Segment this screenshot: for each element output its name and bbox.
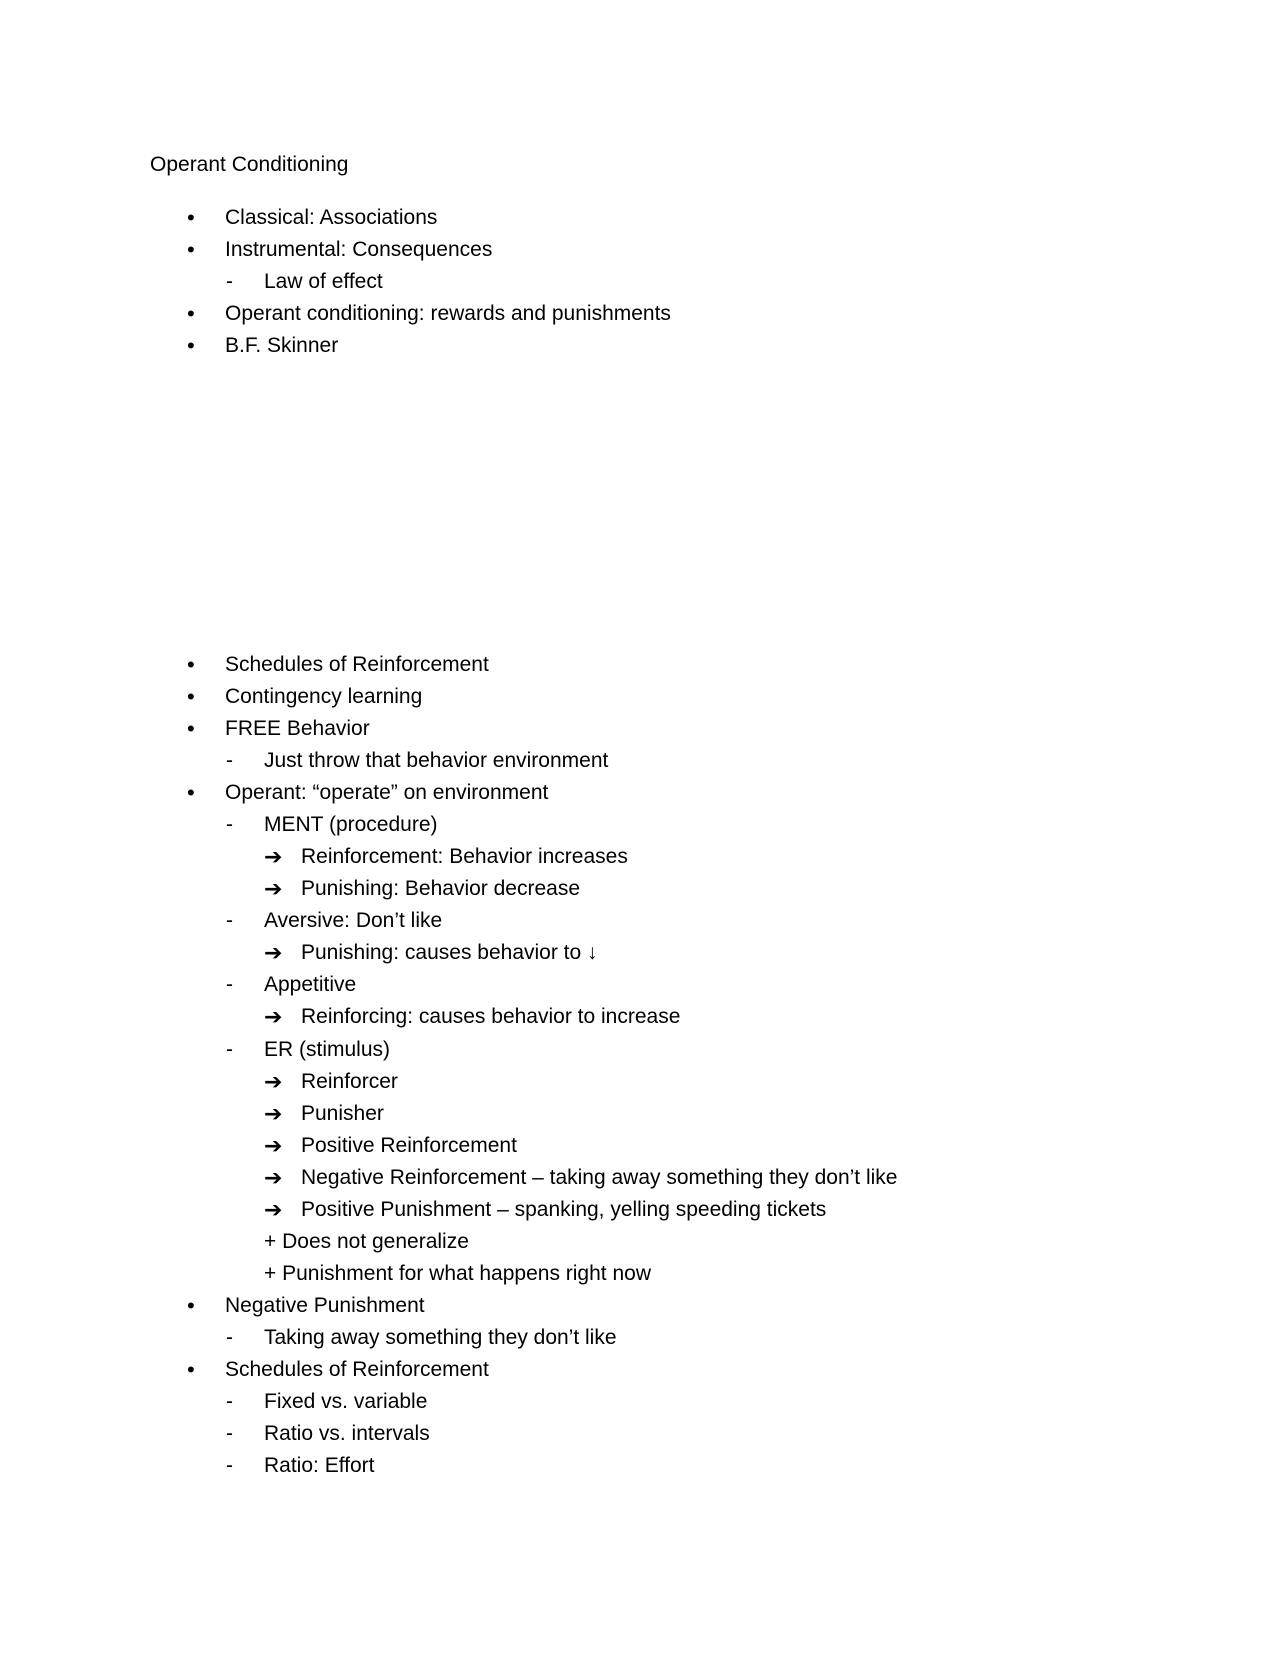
- bullet-icon: •: [187, 780, 195, 805]
- arrow-right-icon: ➔: [264, 1101, 283, 1126]
- bullet-icon: •: [187, 652, 195, 677]
- bullet-icon: •: [187, 716, 195, 741]
- dash-icon: -: [226, 1038, 233, 1061]
- list-item: Negative Reinforcement – taking away something they don’t like: [301, 1166, 898, 1189]
- list-item: Schedules of Reinforcement: [225, 1358, 489, 1381]
- dash-icon: -: [226, 813, 233, 836]
- arrow-right-icon: ➔: [264, 1165, 283, 1190]
- bullet-icon: •: [187, 333, 195, 358]
- arrow-right-icon: ➔: [264, 1004, 283, 1029]
- list-item: Just throw that behavior environment: [264, 749, 609, 772]
- dash-icon: -: [226, 270, 233, 293]
- arrow-right-icon: ➔: [264, 1197, 283, 1222]
- list-item: Negative Punishment: [225, 1294, 425, 1317]
- list-item: Fixed vs. variable: [264, 1390, 428, 1413]
- list-item: Reinforcer: [301, 1070, 398, 1093]
- page-title: Operant Conditioning: [150, 153, 349, 176]
- list-item: Positive Punishment – spanking, yelling speeding tickets: [301, 1198, 827, 1221]
- dash-icon: -: [226, 1326, 233, 1349]
- list-item: FREE Behavior: [225, 717, 370, 740]
- bullet-icon: •: [187, 301, 195, 326]
- dash-icon: -: [226, 909, 233, 932]
- bullet-icon: •: [187, 237, 195, 262]
- list-item: Ratio vs. intervals: [264, 1422, 430, 1445]
- arrow-right-icon: ➔: [264, 940, 283, 965]
- list-item: Appetitive: [264, 973, 357, 996]
- list-item: Contingency learning: [225, 685, 423, 708]
- dash-icon: -: [226, 1390, 233, 1413]
- list-item: Schedules of Reinforcement: [225, 653, 489, 676]
- list-item: Punishing: causes behavior to ↓: [301, 941, 598, 964]
- bullet-icon: •: [187, 684, 195, 709]
- bullet-icon: •: [187, 1293, 195, 1318]
- list-item: Operant conditioning: rewards and punishments: [225, 302, 671, 325]
- list-item: ER (stimulus): [264, 1038, 391, 1061]
- list-item: B.F. Skinner: [225, 334, 339, 357]
- list-item: Punishing: Behavior decrease: [301, 877, 581, 900]
- list-item: + Punishment for what happens right now: [264, 1262, 651, 1285]
- list-item: Reinforcement: Behavior increases: [301, 845, 628, 868]
- list-item: + Does not generalize: [264, 1230, 469, 1253]
- arrow-right-icon: ➔: [264, 1069, 283, 1094]
- list-item: Classical: Associations: [225, 206, 438, 229]
- list-item: Positive Reinforcement: [301, 1134, 517, 1157]
- list-item: Taking away something they don’t like: [264, 1326, 617, 1349]
- list-item: Ratio: Effort: [264, 1454, 375, 1477]
- bullet-icon: •: [187, 1357, 195, 1382]
- list-item: MENT (procedure): [264, 813, 438, 836]
- list-item: Reinforcing: causes behavior to increase: [301, 1005, 681, 1028]
- list-item: Operant: “operate” on environment: [225, 781, 549, 804]
- dash-icon: -: [226, 1454, 233, 1477]
- list-item: Law of effect: [264, 270, 383, 293]
- arrow-right-icon: ➔: [264, 1133, 283, 1158]
- dash-icon: -: [226, 1422, 233, 1445]
- arrow-right-icon: ➔: [264, 876, 283, 901]
- list-item: Punisher: [301, 1102, 384, 1125]
- list-item: Instrumental: Consequences: [225, 238, 493, 261]
- bullet-icon: •: [187, 205, 195, 230]
- dash-icon: -: [226, 749, 233, 772]
- list-item: Aversive: Don’t like: [264, 909, 443, 932]
- arrow-right-icon: ➔: [264, 844, 283, 869]
- dash-icon: -: [226, 973, 233, 996]
